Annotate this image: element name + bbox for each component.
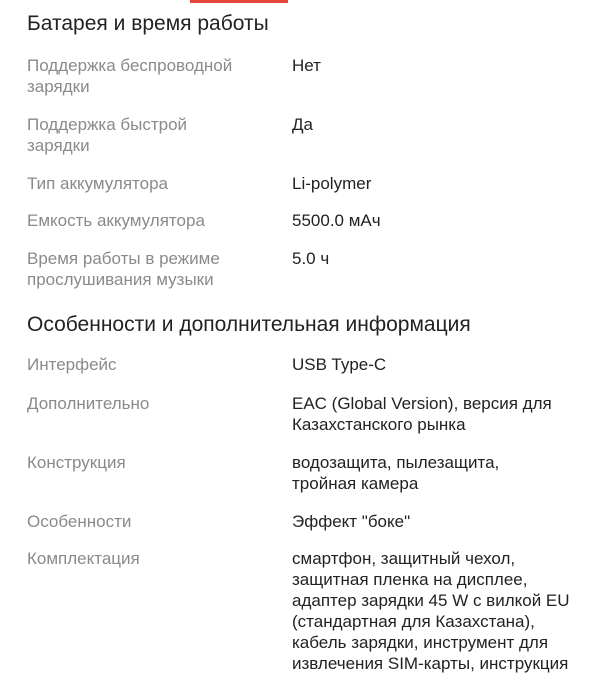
spec-label: Интерфейс (27, 355, 117, 374)
spec-label: Емкость аккумулятора (27, 211, 205, 230)
spec-label: Конструкция (27, 453, 126, 472)
spec-label: Время работы в режиме прослушивания музыки (27, 249, 220, 289)
spec-label: Поддержка быстрой зарядки (27, 115, 188, 155)
spec-value: 5500.0 мАч (292, 211, 381, 230)
spec-value: смартфон, защитный чехол, защитная пленка на дисплее, адаптер зарядки 45 W с вилкой EU (стандартная для Казахстана), кабель зарядки, инструмент для извлечения SIM-карты, инструкция (292, 549, 570, 673)
spec-value: Li-polymer (292, 174, 372, 193)
spec-label: Поддержка беспроводной зарядки (27, 56, 233, 96)
section-title-battery: Батарея и время работы (27, 12, 269, 35)
active-tab-indicator (190, 0, 288, 3)
spec-value: 5.0 ч (292, 249, 330, 268)
spec-value: Эффект "боке" (292, 512, 411, 531)
spec-value: водозащита, пылезащита, тройная камера (292, 453, 500, 493)
spec-value: USB Type-C (292, 355, 387, 374)
spec-label: Комплектация (27, 549, 140, 568)
spec-value: Да (292, 115, 313, 134)
spec-value: EAC (Global Version), версия для Казахстанского рынка (292, 394, 552, 434)
spec-label: Дополнительно (27, 394, 150, 413)
section-title-features: Особенности и дополнительная информация (27, 313, 471, 336)
spec-label: Особенности (27, 512, 132, 531)
spec-value: Нет (292, 56, 321, 75)
spec-label: Тип аккумулятора (27, 174, 168, 193)
